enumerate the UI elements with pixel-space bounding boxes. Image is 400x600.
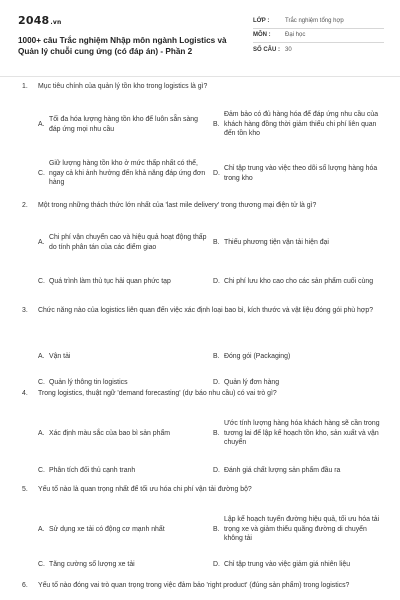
option-text: Ước tính lượng hàng hóa khách hàng sẽ cần trong tương lai để lập kế hoạch tồn kho, sản xuất và vận chuyển [224, 420, 380, 447]
option-letter: C. [38, 378, 45, 386]
option-letter: D. [213, 466, 220, 474]
meta-row-socau [253, 43, 384, 57]
option-letter: A. [38, 525, 45, 533]
option-b[interactable] [213, 513, 383, 547]
option-letter: A. [38, 238, 45, 246]
document-header [18, 14, 384, 74]
question-header [0, 306, 400, 316]
option-letter: B. [213, 429, 220, 437]
meta-value: 30 [285, 46, 292, 53]
question-number: 3. [22, 307, 28, 314]
option-letter: C. [38, 560, 45, 568]
question-4 [0, 389, 400, 474]
meta-value: Đại học [285, 32, 306, 39]
option-letter: B. [213, 120, 220, 128]
option-b[interactable] [213, 108, 383, 142]
question-header [0, 581, 400, 591]
meta-row-mon [253, 29, 384, 44]
option-letter: C. [38, 277, 45, 285]
option-a[interactable] [38, 513, 208, 547]
question-header [0, 201, 400, 211]
question-header [0, 82, 400, 92]
meta-value: Trắc nghiệm tổng hợp [285, 17, 344, 24]
option-b[interactable] [213, 351, 383, 363]
question-text: Một trong những thách thức lớn nhất của 'last mile delivery' trong thương mại điện tử là gì? [38, 202, 317, 209]
option-letter: A. [38, 429, 45, 437]
option-letter: C. [38, 466, 45, 474]
question-number: 6. [22, 582, 28, 589]
option-text: Đóng gói (Packaging) [224, 352, 291, 360]
option-letter: D. [213, 378, 220, 386]
brand-suffix: .vn [50, 19, 62, 26]
question-number: 1. [22, 83, 28, 90]
option-text: Chi phí vận chuyển cao và hiệu quả hoạt động thấp do tính phân tán của các điểm giao [49, 233, 207, 251]
option-text: Giữ lượng hàng tồn kho ở mức thấp nhất có thể, ngay cả khi ảnh hưởng đến khả năng đáp ứng đơn hàng [49, 160, 206, 187]
question-2 [0, 201, 400, 285]
header-divider [0, 76, 400, 77]
option-text: Quản lý đơn hàng [224, 378, 280, 386]
meta-label: SỐ CÂU : [253, 46, 280, 53]
option-text: Chi phí lưu kho cao cho các sản phẩm cuối cùng [224, 277, 374, 285]
option-a[interactable] [38, 226, 208, 260]
option-text: Chỉ tập trung vào việc theo dõi số lượng hàng hóa trong kho [224, 164, 378, 182]
question-header [0, 389, 400, 399]
option-text: Vận tải [49, 352, 71, 360]
question-text: Chức năng nào của logistics liên quan đến việc xác định loại bao bì, kích thước và vật liệu đóng gói phù hợp? [38, 307, 374, 314]
option-a[interactable] [38, 108, 208, 142]
option-text: Chỉ tập trung vào việc giảm giá nhiên liệu [224, 560, 351, 568]
option-c[interactable] [38, 559, 208, 571]
question-3 [0, 306, 400, 386]
option-letter: C. [38, 169, 45, 177]
question-text: Trong logistics, thuật ngữ 'demand forecasting' (dự báo nhu cầu) có vai trò gì? [38, 390, 277, 397]
brand-name: 2048 [18, 14, 50, 27]
option-text: Đảm bảo có đủ hàng hóa để đáp ứng nhu cầu của khách hàng đồng thời giảm thiểu chi phí liên quan đến tồn kho [224, 111, 379, 138]
document-title: 1000+ câu Trắc nghiệm Nhập môn ngành Logistics và Quản lý chuỗi cung ứng (có đáp án) - Phần 2 [18, 36, 227, 56]
option-letter: B. [213, 238, 220, 246]
option-text: Quản lý thông tin logistics [49, 378, 128, 386]
option-letter: D. [213, 277, 220, 285]
meta-row-lop [253, 14, 384, 29]
question-header [0, 485, 400, 495]
option-c[interactable] [38, 270, 208, 294]
option-b[interactable] [213, 226, 383, 260]
option-text: Sử dụng xe tải có động cơ mạnh nhất [49, 525, 165, 533]
question-number: 2. [22, 202, 28, 209]
option-d[interactable] [213, 270, 383, 294]
meta-label: MÔN : [253, 32, 271, 39]
option-a[interactable] [38, 351, 208, 363]
option-letter: A. [38, 120, 45, 128]
option-c[interactable] [38, 377, 208, 389]
meta-label: LỚP : [253, 17, 270, 24]
option-a[interactable] [38, 417, 208, 451]
brand-logo[interactable] [18, 14, 61, 27]
option-letter: B. [213, 352, 220, 360]
option-text: Quá trình làm thủ tục hải quan phức tạp [49, 277, 171, 285]
option-letter: D. [213, 560, 220, 568]
option-d[interactable] [213, 465, 383, 477]
option-text: Tăng cường số lượng xe tải [49, 560, 135, 568]
question-6 [0, 581, 400, 591]
document-meta [253, 14, 384, 57]
question-text: Mục tiêu chính của quản lý tồn kho trong logistics là gì? [38, 83, 208, 90]
option-text: Lập kế hoạch tuyến đường hiệu quả, tối ưu hóa tải trọng xe và giảm thiểu quãng đường di chuyển không tải [224, 516, 380, 543]
option-d[interactable] [213, 559, 383, 571]
option-c[interactable] [38, 157, 208, 191]
question-text: Yếu tố nào đóng vai trò quan trọng trong việc đảm bảo 'right product' (đúng sản phẩm) trong logistics? [38, 582, 350, 589]
option-text: Đánh giá chất lượng sản phẩm đầu ra [224, 466, 341, 474]
question-1 [0, 82, 400, 187]
option-b[interactable] [213, 417, 383, 451]
option-text: Tối đa hóa lượng hàng tồn kho để luôn sẵn sàng đáp ứng mọi nhu cầu [49, 115, 198, 133]
option-d[interactable] [213, 377, 383, 389]
option-c[interactable] [38, 465, 208, 477]
question-text: Yếu tố nào là quan trọng nhất để tối ưu hóa chi phí vận tải đường bộ? [38, 486, 252, 493]
option-d[interactable] [213, 157, 383, 191]
option-letter: B. [213, 525, 220, 533]
question-5 [0, 485, 400, 568]
option-letter: D. [213, 169, 220, 177]
option-text: Xác định màu sắc của bao bì sản phẩm [49, 429, 171, 437]
option-text: Thiếu phương tiện vận tải hiện đại [224, 238, 329, 246]
question-number: 5. [22, 486, 28, 493]
option-text: Phân tích đối thủ cạnh tranh [49, 466, 136, 474]
question-number: 4. [22, 390, 28, 397]
option-letter: A. [38, 352, 45, 360]
